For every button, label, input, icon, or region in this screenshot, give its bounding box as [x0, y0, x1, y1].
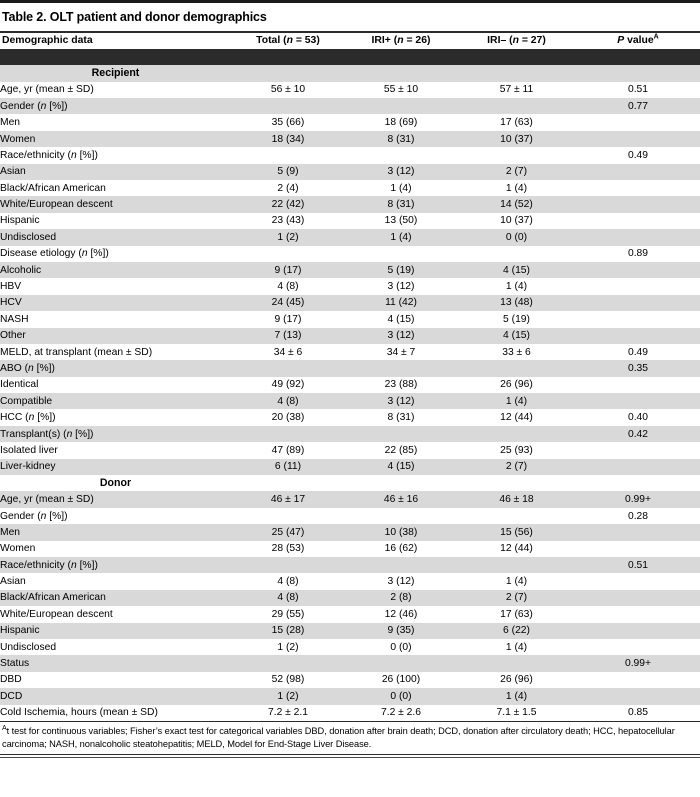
table-footnote — [0, 722, 700, 753]
cell-p-value — [576, 278, 700, 294]
row-label: HBV — [0, 281, 22, 293]
cell-total: 24 (45) — [271, 297, 305, 309]
cell-total: 9 (17) — [274, 264, 302, 276]
row-label: Undisclosed — [0, 641, 57, 653]
cell-total: 1 (2) — [277, 641, 299, 653]
cell-total: 1 (2) — [277, 690, 299, 702]
row-label: White/European descent — [0, 608, 113, 620]
cell-p-value: 0.51 — [627, 84, 649, 96]
table-row — [0, 229, 700, 245]
table-row — [0, 213, 700, 229]
cell-iri-positive: 0 (0) — [390, 641, 412, 653]
cell-iri-negative: 0 (0) — [505, 231, 528, 243]
header-text-2: IRI+ (n = 26) — [371, 35, 431, 47]
cell-p-value — [576, 573, 700, 589]
table-row — [0, 180, 700, 196]
cell-iri-negative: 1 (4) — [505, 690, 528, 702]
cell-total — [231, 426, 345, 442]
cell-iri-negative: 15 (56) — [500, 526, 533, 538]
cell-total: 23 (43) — [271, 215, 305, 227]
cell-total: 56 ± 10 — [270, 84, 306, 96]
row-label: DCD — [0, 690, 23, 702]
cell-iri-negative — [457, 655, 576, 671]
table-row — [0, 393, 700, 409]
cell-iri-negative — [457, 246, 576, 262]
header-text-1: Total (n = 53) — [256, 35, 320, 47]
cell-total: 22 (42) — [271, 199, 305, 211]
cell-total: 7 (13) — [274, 330, 302, 342]
cell-iri-positive: 26 (100) — [381, 674, 421, 686]
row-label: Women — [0, 543, 36, 555]
table-body — [0, 65, 700, 721]
header-text-3: IRI– (n = 27) — [487, 35, 546, 47]
cell-iri-negative: 2 (7) — [505, 461, 528, 473]
row-label: Asian — [0, 576, 26, 588]
row-label: Black/African American — [0, 592, 106, 604]
cell-p-value — [576, 459, 700, 475]
section-header-row — [0, 475, 700, 491]
cell-iri-positive: 9 (35) — [387, 625, 415, 637]
table-row — [0, 590, 700, 606]
cell-p-value — [576, 524, 700, 540]
cell-total: 52 (98) — [271, 674, 305, 686]
section-label — [0, 65, 231, 81]
table-row — [0, 114, 700, 130]
cell-iri-positive: 1 (4) — [390, 231, 412, 243]
cell-iri-positive: 5 (19) — [387, 264, 415, 276]
table-row — [0, 573, 700, 589]
cell-iri-positive: 3 (12) — [387, 330, 415, 342]
row-label: Gender (n [%]) — [0, 100, 68, 112]
cell-iri-negative: 17 (63) — [500, 117, 533, 129]
cell-p-value — [576, 262, 700, 278]
cell-iri-positive: 2 (8) — [390, 592, 412, 604]
cell-total — [231, 508, 345, 524]
cell-p-value — [576, 590, 700, 606]
row-label: Age, yr (mean ± SD) — [0, 84, 94, 96]
cell-iri-positive — [345, 426, 457, 442]
cell-total — [231, 360, 345, 376]
demographics-table — [0, 33, 700, 721]
cell-iri-negative — [457, 98, 576, 114]
row-label: Hispanic — [0, 625, 40, 637]
table-header — [0, 33, 700, 66]
cell-total — [231, 655, 345, 671]
table-row — [0, 131, 700, 147]
cell-iri-negative: 12 (44) — [500, 412, 533, 424]
cell-iri-positive — [345, 655, 457, 671]
cell-iri-positive — [345, 98, 457, 114]
row-label: Isolated liver — [0, 444, 58, 456]
cell-iri-negative: 7.1 ± 1.5 — [496, 707, 537, 719]
cell-iri-negative — [457, 557, 576, 573]
row-label: Liver-kidney — [0, 461, 56, 473]
table-row — [0, 639, 700, 655]
row-label: Black/African American — [0, 182, 106, 194]
cell-total: 4 (8) — [277, 592, 299, 604]
row-label: Men — [0, 117, 21, 129]
cell-iri-positive: 11 (42) — [385, 297, 417, 309]
header-rule — [0, 49, 700, 65]
table-row — [0, 524, 700, 540]
cell-p-value — [576, 213, 700, 229]
cell-iri-negative: 2 (7) — [505, 166, 528, 178]
cell-iri-negative: 12 (44) — [500, 543, 533, 555]
table-row — [0, 246, 700, 262]
cell-p-value: 0.28 — [627, 510, 649, 522]
cell-iri-positive: 8 (31) — [387, 412, 415, 424]
cell-total: 5 (9) — [277, 166, 299, 178]
table-row — [0, 426, 700, 442]
column-header-p-value — [576, 33, 700, 49]
table-row — [0, 606, 700, 622]
cell-iri-negative: 33 ± 6 — [502, 346, 531, 358]
table-row — [0, 98, 700, 114]
cell-iri-negative: 26 (96) — [500, 379, 533, 391]
cell-iri-positive: 12 (46) — [384, 608, 418, 620]
cell-iri-positive: 55 ± 10 — [383, 84, 419, 96]
row-label: MELD, at transplant (mean ± SD) — [0, 346, 153, 358]
cell-iri-positive: 10 (38) — [384, 526, 418, 538]
table-row — [0, 672, 700, 688]
cell-total: 1 (2) — [277, 231, 299, 243]
cell-p-value: 0.49 — [627, 149, 649, 161]
cell-iri-negative: 17 (63) — [500, 608, 533, 620]
table-row — [0, 311, 700, 327]
table-title: Table 2. OLT patient and donor demographics — [2, 10, 267, 24]
cell-iri-positive — [345, 147, 457, 163]
cell-iri-positive: 3 (12) — [387, 576, 415, 588]
cell-p-value: 0.77 — [627, 100, 649, 112]
row-label: ABO (n [%]) — [0, 363, 55, 374]
cell-iri-negative: 25 (93) — [500, 444, 533, 456]
row-label: Women — [0, 133, 36, 145]
cell-iri-negative: 1 (4) — [505, 576, 528, 588]
table-row — [0, 491, 700, 507]
cell-total: 29 (55) — [271, 608, 305, 620]
cell-total: 4 (8) — [277, 281, 299, 293]
cell-total: 2 (4) — [277, 182, 299, 194]
table-row — [0, 409, 700, 425]
cell-iri-positive: 23 (88) — [384, 379, 418, 391]
cell-total: 4 (8) — [277, 576, 299, 588]
cell-iri-negative: 10 (37) — [500, 215, 533, 227]
row-label: HCV — [0, 297, 22, 309]
row-label: Compatible — [0, 395, 53, 407]
header-text-0: Demographic data — [2, 35, 93, 47]
cell-iri-positive — [345, 246, 457, 262]
footnote-marker: A — [2, 725, 7, 733]
table-row — [0, 147, 700, 163]
table-row — [0, 557, 700, 573]
row-label: Alcoholic — [0, 264, 42, 276]
cell-iri-negative: 2 (7) — [505, 592, 528, 604]
cell-iri-positive: 13 (50) — [384, 215, 418, 227]
section-label-text: Donor — [99, 476, 132, 489]
table-row — [0, 278, 700, 294]
cell-iri-positive: 1 (4) — [390, 182, 412, 194]
cell-iri-positive: 34 ± 7 — [386, 346, 416, 358]
cell-p-value: 0.51 — [627, 559, 649, 571]
table-row — [0, 459, 700, 475]
cell-p-value — [576, 131, 700, 147]
cell-iri-positive: 3 (12) — [387, 395, 415, 407]
cell-p-value: 0.99+ — [624, 494, 652, 506]
table-row — [0, 262, 700, 278]
section-label — [0, 475, 231, 491]
row-label: DBD — [0, 674, 22, 686]
cell-iri-positive: 18 (69) — [384, 117, 418, 129]
cell-total: 34 ± 6 — [273, 346, 303, 358]
cell-p-value: 0.35 — [627, 363, 649, 374]
cell-total: 35 (66) — [271, 117, 305, 129]
row-label: Race/ethnicity (n [%]) — [0, 149, 98, 161]
cell-total: 46 ± 17 — [270, 494, 306, 506]
table-row — [0, 541, 700, 557]
cell-total: 47 (89) — [271, 444, 305, 456]
row-label: White/European descent — [0, 199, 113, 211]
row-label: Cold Ischemia, hours (mean ± SD) — [0, 707, 158, 719]
cell-iri-positive: 3 (12) — [387, 281, 415, 293]
cell-iri-positive: 46 ± 16 — [383, 494, 419, 506]
table-row — [0, 328, 700, 344]
cell-iri-negative: 1 (4) — [505, 281, 528, 293]
table-row — [0, 508, 700, 524]
cell-p-value — [576, 114, 700, 130]
cell-p-value — [576, 442, 700, 458]
row-label: Age, yr (mean ± SD) — [0, 494, 94, 506]
cell-total: 15 (28) — [271, 625, 305, 637]
cell-iri-negative: 1 (4) — [505, 641, 528, 653]
table-row — [0, 360, 700, 376]
row-label: Disease etiology (n [%]) — [0, 248, 109, 260]
column-header-iri-negative — [457, 33, 576, 49]
cell-p-value — [576, 229, 700, 245]
cell-iri-positive: 3 (12) — [387, 166, 415, 178]
cell-iri-negative: 57 ± 11 — [499, 84, 534, 96]
table-row — [0, 164, 700, 180]
cell-iri-negative — [457, 360, 576, 376]
cell-iri-positive — [345, 508, 457, 524]
table-row — [0, 295, 700, 311]
cell-p-value: 0.99+ — [624, 658, 652, 670]
cell-total: 4 (8) — [277, 395, 299, 407]
cell-iri-positive — [345, 360, 457, 376]
table-row — [0, 377, 700, 393]
cell-p-value — [576, 606, 700, 622]
cell-iri-negative: 4 (15) — [503, 264, 530, 276]
cell-total: 49 (92) — [271, 379, 305, 391]
cell-iri-negative: 14 (52) — [500, 199, 533, 211]
section-header-row — [0, 65, 700, 81]
cell-p-value — [576, 164, 700, 180]
cell-total — [231, 98, 345, 114]
cell-total: 28 (53) — [271, 543, 305, 555]
cell-p-value — [576, 377, 700, 393]
section-row-filler — [231, 65, 700, 81]
cell-p-value — [576, 672, 700, 688]
column-header-total — [231, 33, 345, 49]
cell-p-value: 0.89 — [627, 248, 649, 260]
row-label: Identical — [0, 379, 39, 391]
cell-iri-negative: 26 (96) — [500, 674, 533, 686]
cell-total — [231, 147, 345, 163]
cell-iri-positive: 22 (85) — [384, 444, 418, 456]
cell-iri-positive: 16 (62) — [384, 543, 418, 555]
cell-total: 6 (11) — [274, 461, 302, 473]
table-row — [0, 196, 700, 212]
row-label: Gender (n [%]) — [0, 510, 68, 522]
cell-total: 25 (47) — [271, 526, 305, 538]
table-row — [0, 82, 700, 98]
cell-iri-negative: 4 (15) — [503, 330, 530, 342]
cell-iri-positive: 8 (31) — [387, 199, 415, 211]
page-bottom-rule-upper — [0, 754, 700, 756]
table-row — [0, 623, 700, 639]
cell-iri-negative: 1 (4) — [505, 395, 528, 407]
row-label: Race/ethnicity (n [%]) — [0, 559, 98, 571]
table-row — [0, 705, 700, 721]
cell-iri-positive: 0 (0) — [390, 690, 412, 702]
cell-p-value — [576, 311, 700, 327]
header-text-4: P value$^A$ — [617, 33, 659, 47]
cell-total: 7.2 ± 2.1 — [267, 707, 308, 719]
row-label: Asian — [0, 166, 26, 178]
section-row-filler — [231, 475, 700, 491]
row-label: Transplant(s) (n [%]) — [0, 428, 94, 440]
cell-p-value — [576, 180, 700, 196]
footnote-body: t test for continuous variables; Fisher’s exact test for categorical variables DBD, donation after brain death; DCD, donation after circulatory death; HCC, hepatocellular carcinoma; NASH, nonalcoholic steatohepatitis; MELD, Model for End-Stage Liver Disease. — [2, 726, 675, 749]
cell-iri-negative — [457, 426, 576, 442]
cell-p-value: 0.49 — [627, 346, 649, 358]
row-label: Undisclosed — [0, 231, 57, 243]
header-row — [0, 33, 700, 49]
cell-iri-positive: 4 (15) — [387, 461, 415, 473]
page-bottom-rule-lower — [0, 757, 700, 758]
cell-p-value — [576, 639, 700, 655]
cell-iri-positive: 4 (15) — [387, 313, 415, 325]
cell-iri-negative: 10 (37) — [500, 133, 533, 145]
cell-total: 18 (34) — [271, 133, 305, 145]
table-row — [0, 688, 700, 704]
row-label: Men — [0, 526, 21, 538]
cell-iri-positive: 7.2 ± 2.6 — [380, 707, 421, 719]
cell-p-value — [576, 328, 700, 344]
cell-p-value: 0.85 — [627, 707, 649, 719]
cell-p-value: 0.42 — [627, 428, 649, 440]
cell-p-value — [576, 541, 700, 557]
row-label: NASH — [0, 313, 29, 325]
row-label: HCC (n [%]) — [0, 412, 56, 424]
cell-p-value — [576, 688, 700, 704]
cell-p-value — [576, 393, 700, 409]
cell-p-value — [576, 196, 700, 212]
section-label-text: Recipient — [91, 66, 140, 79]
cell-iri-negative: 6 (22) — [503, 625, 530, 637]
row-label: Hispanic — [0, 215, 40, 227]
cell-p-value — [576, 295, 700, 311]
cell-total — [231, 246, 345, 262]
cell-iri-negative: 13 (48) — [500, 297, 533, 309]
table-row — [0, 442, 700, 458]
cell-iri-positive: 8 (31) — [387, 133, 415, 145]
cell-p-value: 0.40 — [627, 412, 649, 424]
table-row — [0, 655, 700, 671]
cell-iri-negative — [457, 147, 576, 163]
cell-total: 20 (38) — [271, 412, 305, 424]
table-row — [0, 344, 700, 360]
cell-iri-negative: 1 (4) — [505, 182, 528, 194]
column-header-iri-positive — [345, 33, 457, 49]
cell-p-value — [576, 623, 700, 639]
cell-iri-negative: 5 (19) — [503, 313, 530, 325]
cell-iri-negative: 46 ± 18 — [499, 494, 534, 506]
cell-total: 9 (17) — [274, 313, 302, 325]
header-rule-cell — [0, 49, 700, 65]
row-label: Status — [0, 658, 30, 670]
cell-total — [231, 557, 345, 573]
cell-iri-negative — [457, 508, 576, 524]
cell-iri-positive — [345, 557, 457, 573]
row-label: Other — [0, 330, 26, 342]
column-header-demographic-data — [0, 33, 231, 49]
